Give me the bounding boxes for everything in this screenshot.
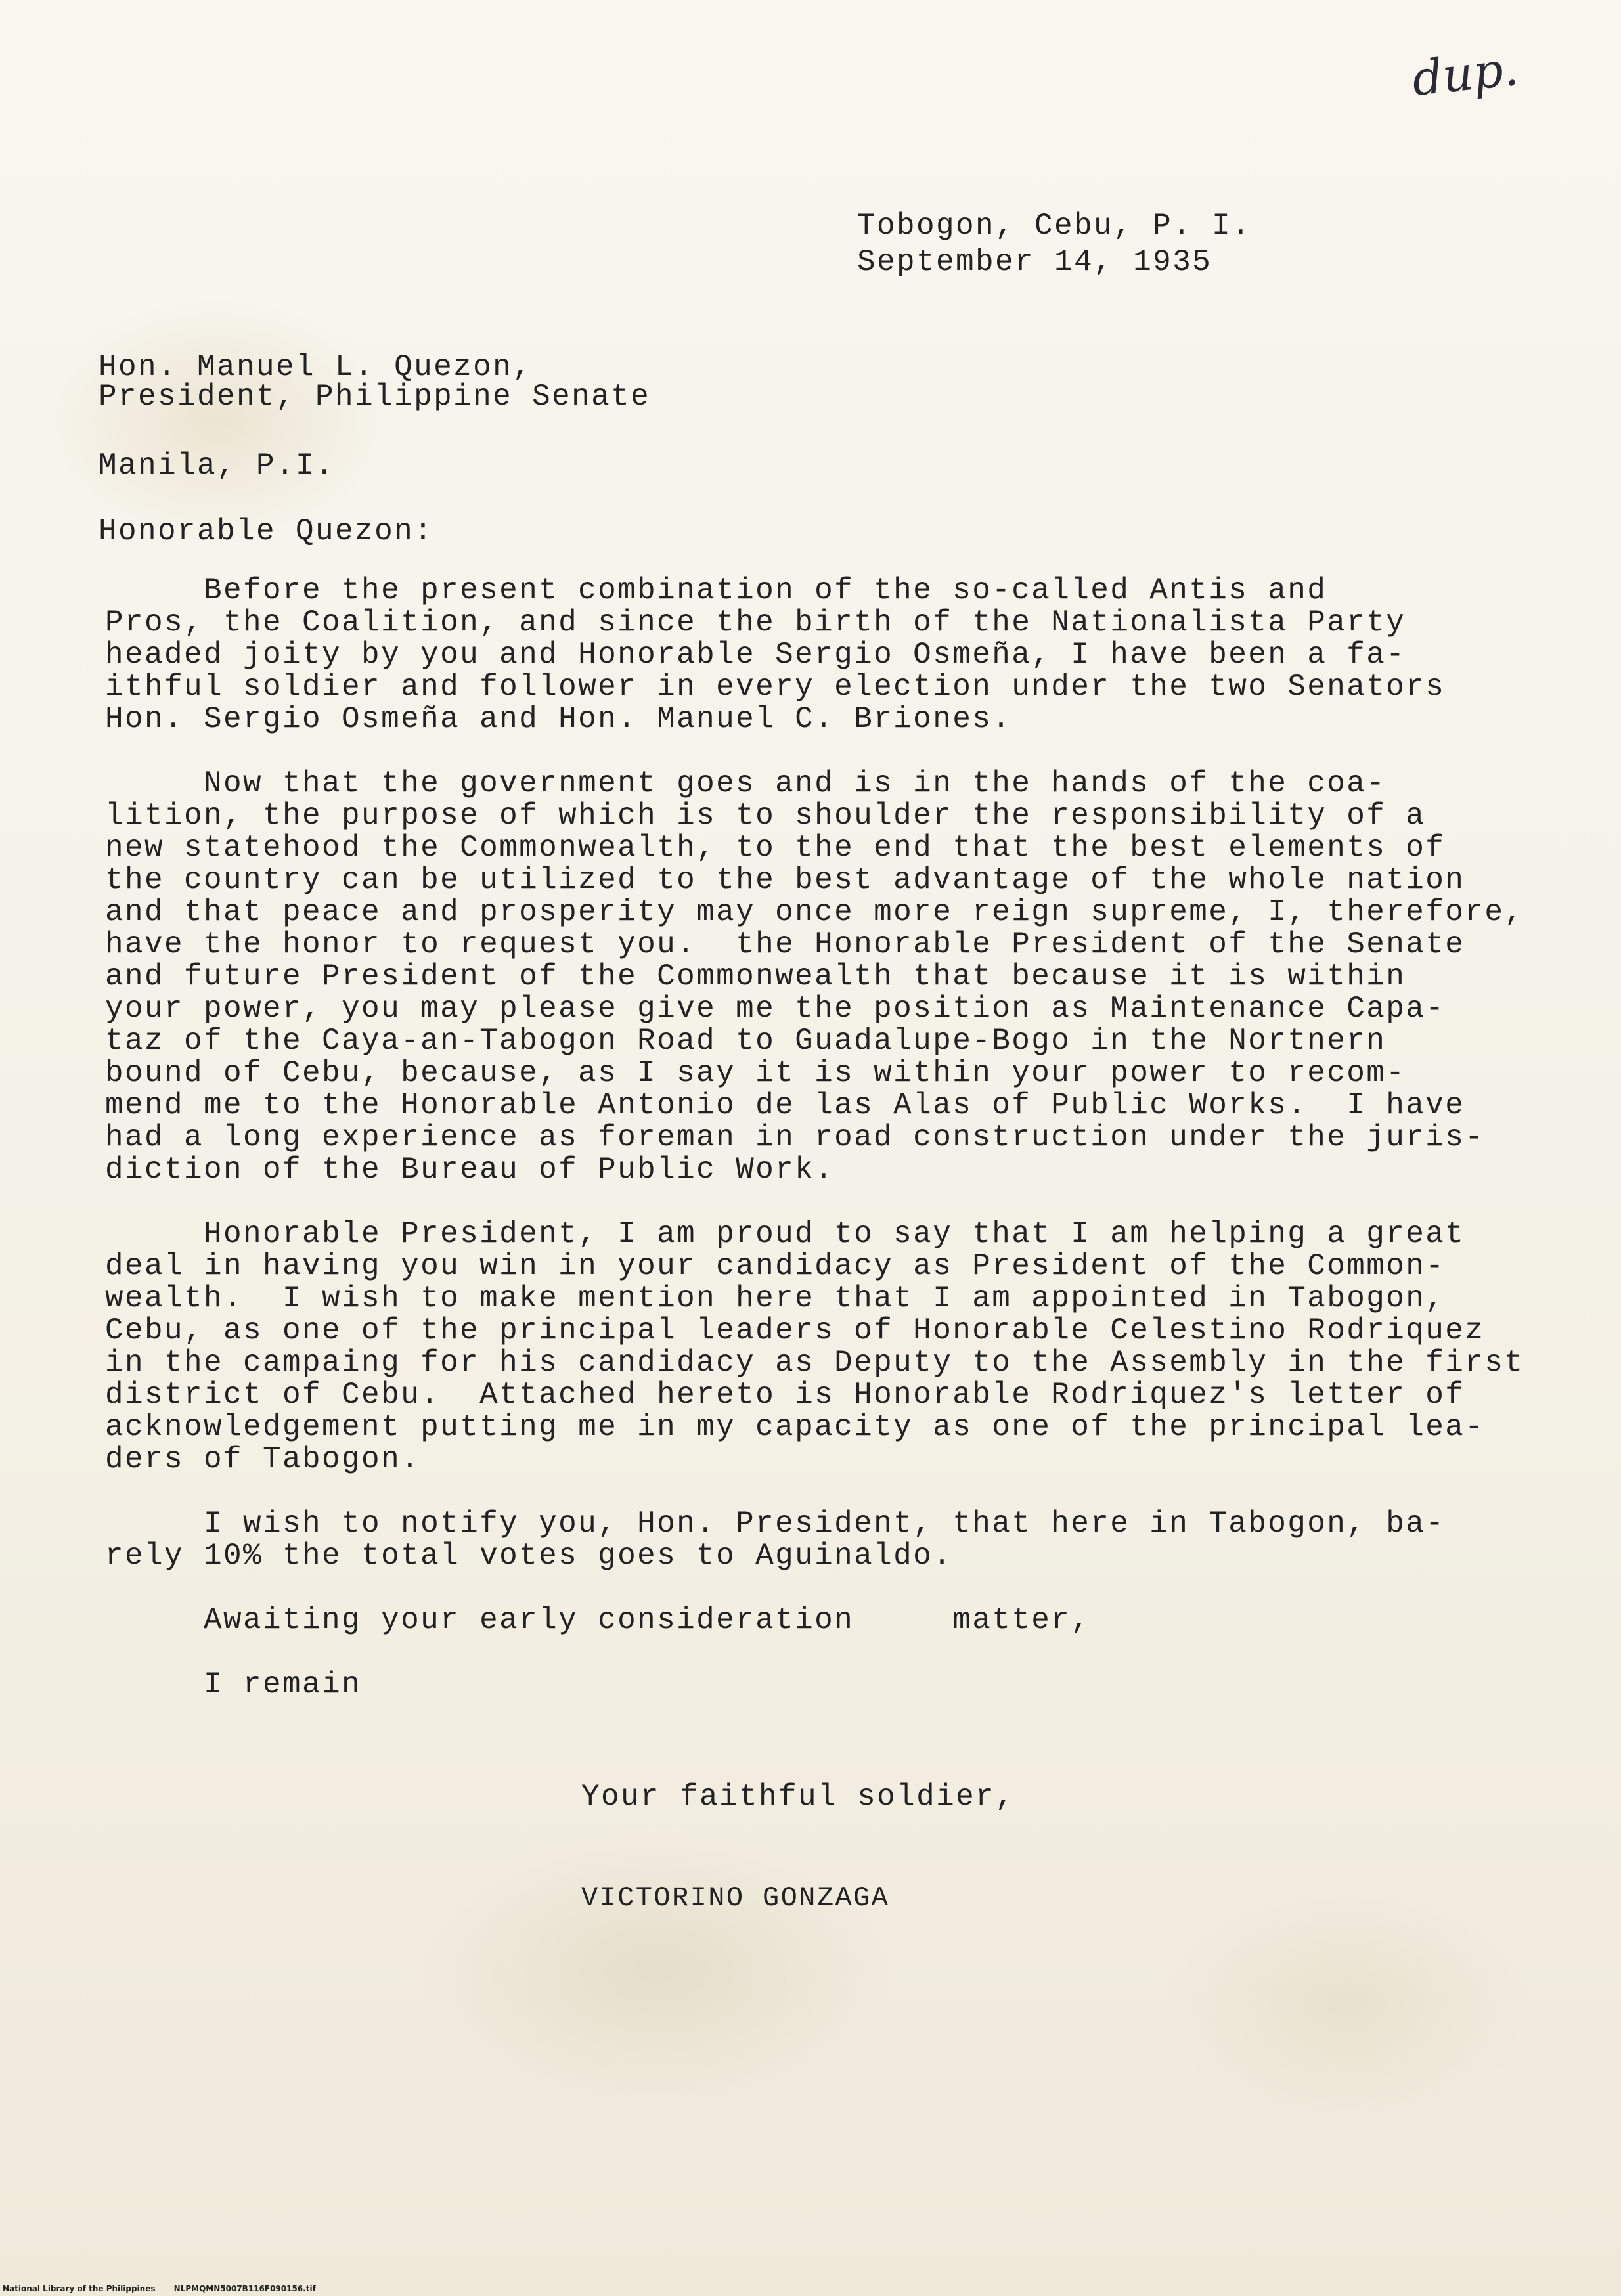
body-line: and future President of the Commonwealth that because it is within — [105, 960, 1406, 994]
body-line: taz of the Caya-an-Tabogon Road to Guadalupe-Bogo in the Nortnern — [105, 1024, 1387, 1058]
recipient-name: Hon. Manuel L. Quezon, — [99, 350, 533, 384]
body-line: diction of the Bureau of Public Work. — [105, 1153, 835, 1187]
body-line — [105, 1186, 1524, 1218]
letterhead-place: Tobogon, Cebu, P. I. — [857, 209, 1252, 243]
body-line: district of Cebu. Attached hereto is Honorable Rodriquez's letter of — [105, 1378, 1465, 1412]
recipient-location: Manila, P.I. — [99, 449, 336, 483]
recipient-title: President, Philippine Senate — [99, 380, 651, 414]
body-line: had a long experience as foreman in road construction under the juris- — [105, 1120, 1485, 1155]
body-line: and that peace and prosperity may once more reign supreme, I, therefore, — [105, 895, 1524, 929]
body-line: your power, you may please give me the position as Maintenance Capa- — [105, 992, 1446, 1026]
body-line: Cebu, as one of the principal leaders of Honorable Celestino Rodriquez — [105, 1314, 1485, 1348]
body-line: Awaiting your early consideration matter, — [105, 1603, 1091, 1637]
body-line: headed joity by you and Honorable Sergio Osmeña, I have been a fa- — [105, 638, 1406, 672]
archive-file-id: NLPMQMN5007B116F090156.tif — [173, 2284, 316, 2293]
salutation: Honorable Quezon: — [99, 514, 434, 548]
body-line: Pros, the Coalition, and since the birth of the Nationalista Party — [105, 606, 1406, 640]
closing: Your faithful soldier, — [581, 1780, 1015, 1814]
body-line: ders of Tabogon. — [105, 1442, 421, 1476]
body-line: bound of Cebu, because, as I say it is within your power to recom- — [105, 1056, 1406, 1090]
archive-institution: National Library of the Philippines — [3, 2284, 156, 2293]
letterhead-date: September 14, 1935 — [857, 245, 1212, 279]
body-line: lition, the purpose of which is to shoulder the responsibility of a — [105, 799, 1426, 833]
body-line: have the honor to request you. the Honorable President of the Senate — [105, 927, 1465, 961]
body-line: Honorable President, I am proud to say that I am helping a great — [105, 1217, 1465, 1251]
body-line: I remain — [105, 1667, 362, 1702]
body-line: the country can be utilized to the best advantage of the whole nation — [105, 863, 1465, 897]
letter-body — [105, 575, 1524, 1701]
body-line: Before the present combination of the so-called Antis and — [105, 573, 1327, 607]
body-line: rely 10% the total votes goes to Aguinaldo. — [105, 1539, 953, 1573]
body-line — [105, 1476, 1524, 1508]
body-line: Now that the government goes and is in the hands of the coa- — [105, 766, 1387, 801]
body-line — [105, 736, 1524, 768]
body-line: acknowledgement putting me in my capacity as one of the principal lea- — [105, 1410, 1485, 1444]
body-line — [105, 1637, 1524, 1669]
body-line: I wish to notify you, Hon. President, that here in Tabogon, ba- — [105, 1507, 1446, 1541]
body-line: mend me to the Honorable Antonio de las Alas of Public Works. I have — [105, 1088, 1465, 1122]
signature-name: VICTORINO GONZAGA — [581, 1882, 890, 1914]
handwritten-annotation: dup. — [1410, 40, 1521, 107]
body-line: wealth. I wish to make mention here that I am appointed in Tabogon, — [105, 1281, 1446, 1315]
body-line: Hon. Sergio Osmeña and Hon. Manuel C. Briones. — [105, 702, 1012, 736]
body-line: in the campaing for his candidacy as Deputy to the Assembly in the first — [105, 1346, 1524, 1380]
body-line — [105, 1572, 1524, 1604]
body-line: deal in having you win in your candidacy as President of the Common- — [105, 1249, 1446, 1283]
archive-footer — [3, 2284, 332, 2293]
body-line: new statehood the Commonwealth, to the end that the best elements of — [105, 831, 1446, 865]
body-line: ithful soldier and follower in every election under the two Senators — [105, 670, 1446, 704]
